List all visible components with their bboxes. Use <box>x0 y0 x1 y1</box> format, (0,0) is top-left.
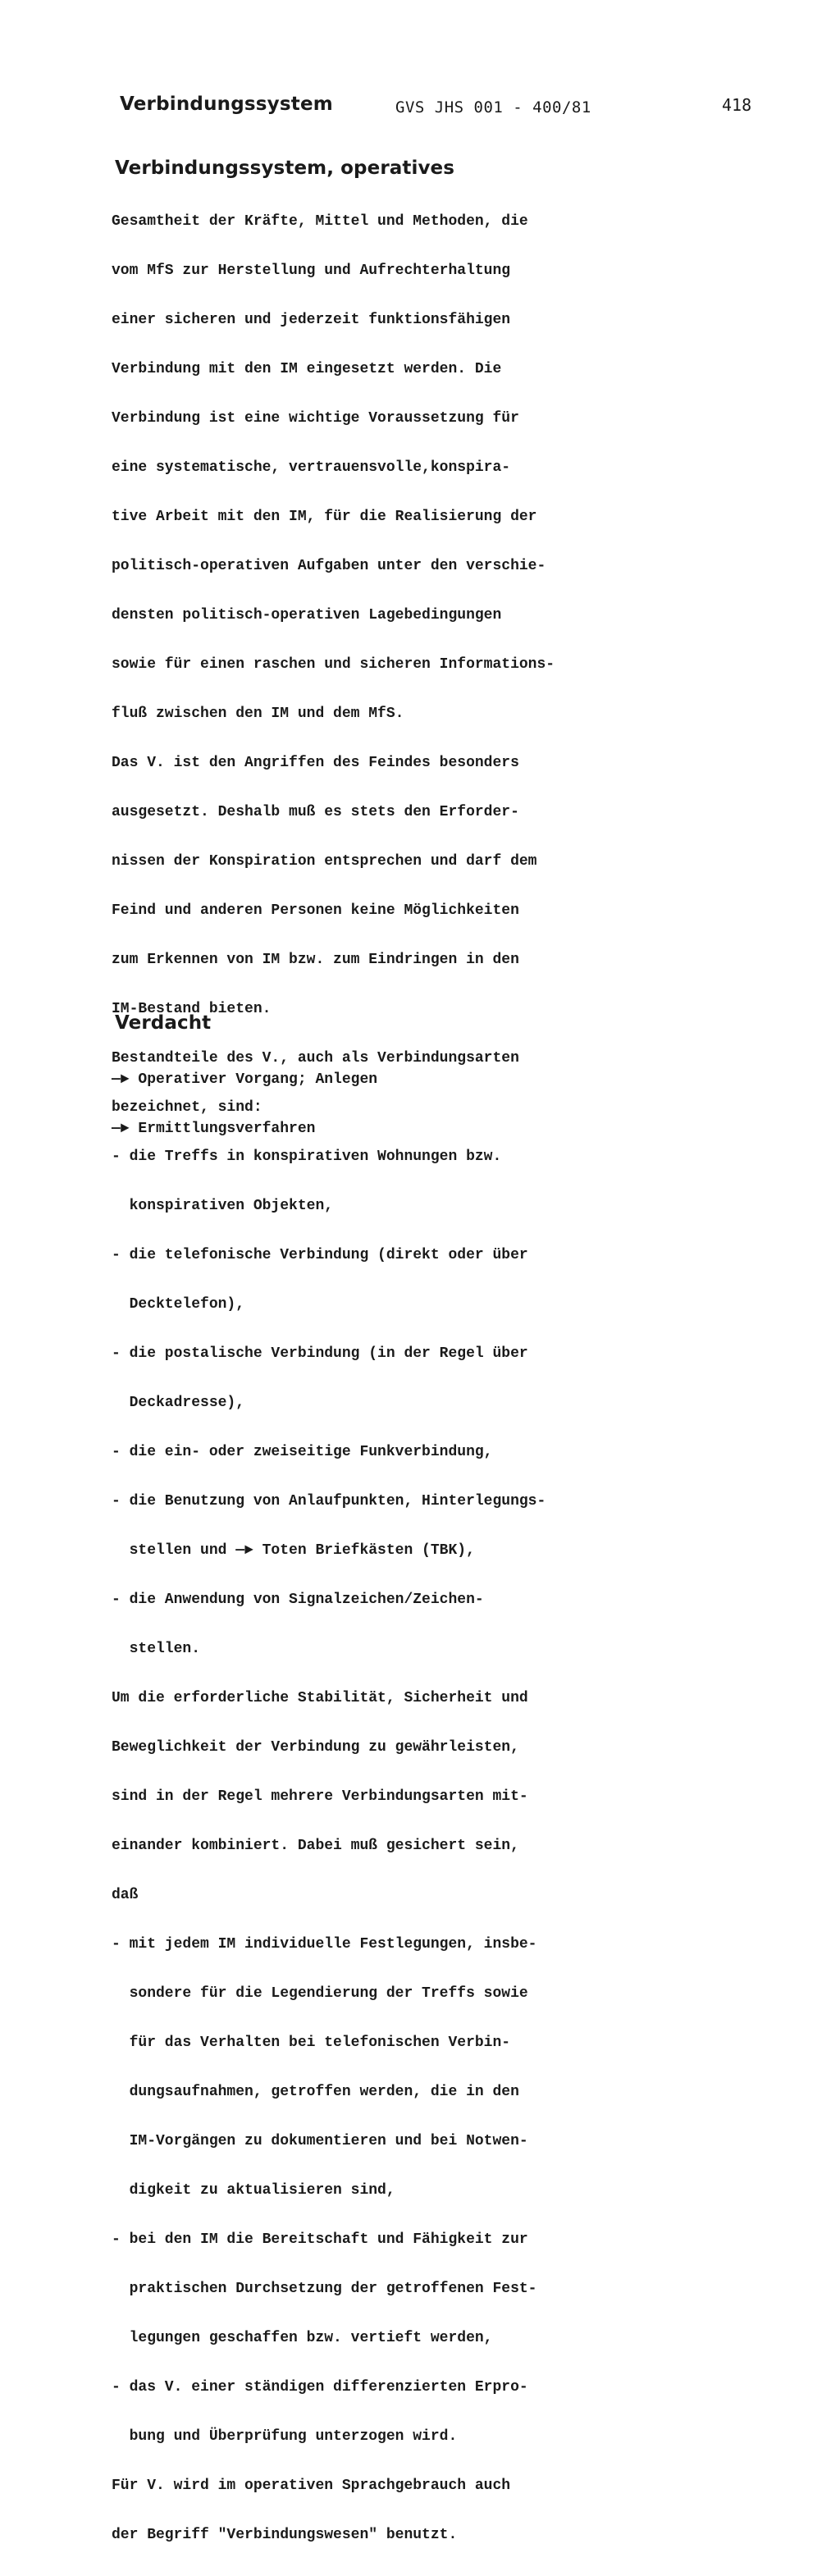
text-line: sind in der Regel mehrere Verbindungsarten mit- <box>112 1788 528 1805</box>
list-item-line: stellen und ―► Toten Briefkästen (TBK), <box>112 1542 475 1559</box>
text-line: Bestandteile des V., auch als Verbindungsarten <box>112 1050 519 1066</box>
text-line: der Begriff "Verbindungswesen" benutzt. <box>112 2527 458 2543</box>
text-line: Das V. ist den Angriffen des Feindes besonders <box>112 755 519 771</box>
list-item-line: - bei den IM die Bereitschaft und Fähigkeit zur <box>112 2231 528 2248</box>
list-item-line: - mit jedem IM individuelle Festlegungen, insbe- <box>112 1936 537 1953</box>
cross-reference: ―► Operativer Vorgang; Anlegen <box>112 1071 378 1088</box>
text-line: Verbindung mit den IM eingesetzt werden. Die <box>112 361 502 377</box>
text-line: einer sicheren und jederzeit funktionsfähigen <box>112 312 511 328</box>
entry-title: Verbindungssystem, operatives <box>115 158 455 179</box>
entry-body <box>112 180 555 2576</box>
list-item-line: - die ein- oder zweiseitige Funkverbindung, <box>112 1444 493 1460</box>
text-line: politisch-operativen Aufgaben unter den verschie- <box>112 558 546 574</box>
list-item-line: - die postalische Verbindung (in der Regel über <box>112 1345 528 1362</box>
text-line: ausgesetzt. Deshalb muß es stets den Erforder- <box>112 804 519 820</box>
list-item-line: Deckadresse), <box>112 1395 245 1411</box>
entry-verdacht <box>112 1011 377 1170</box>
list-item-line: praktischen Durchsetzung der getroffenen Fest- <box>112 2281 537 2297</box>
text-line: sowie für einen raschen und sicheren Informations- <box>112 656 555 673</box>
list-item-line: IM-Vorgängen zu dokumentieren und bei Notwen- <box>112 2133 528 2149</box>
entry-verbindungssystem-operatives <box>112 156 555 2576</box>
text-line: einander kombiniert. Dabei muß gesichert sein, <box>112 1838 519 1854</box>
page-number: 418 <box>722 95 752 115</box>
page-header <box>120 94 768 121</box>
list-item-line: Decktelefon), <box>112 1296 245 1313</box>
text-line: Verbindung ist eine wichtige Voraussetzung für <box>112 410 519 427</box>
text-line: bezeichnet, sind: <box>112 1099 262 1116</box>
text-line: Für V. wird im operativen Sprachgebrauch auch <box>112 2478 511 2494</box>
text-line: vom MfS zur Herstellung und Aufrechterhaltung <box>112 263 511 279</box>
list-item-line: legungen geschaffen bzw. vertieft werden, <box>112 2330 493 2346</box>
list-item-line: bung und Überprüfung unterzogen wird. <box>112 2428 458 2445</box>
text-line: fluß zwischen den IM und dem MfS. <box>112 706 404 722</box>
list-item-line: - die Treffs in konspirativen Wohnungen bzw. <box>112 1149 502 1165</box>
running-head-title: Verbindungssystem <box>120 94 333 115</box>
document-reference: GVS JHS 001 - 400/81 <box>395 98 591 116</box>
entry-title: Verdacht <box>115 1012 212 1034</box>
text-line: daß <box>112 1887 139 1903</box>
text-line: nissen der Konspiration entsprechen und darf dem <box>112 853 537 870</box>
list-item-line: stellen. <box>112 1641 201 1657</box>
list-item-line: sondere für die Legendierung der Treffs sowie <box>112 1985 528 2002</box>
text-line: eine systematische, vertrauensvolle,konspira- <box>112 459 511 476</box>
list-item-line: dungsaufnahmen, getroffen werden, die in den <box>112 2084 519 2100</box>
text-line: Gesamtheit der Kräfte, Mittel und Methoden, die <box>112 213 528 230</box>
text-line: densten politisch-operativen Lagebedingungen <box>112 607 502 623</box>
list-item-line: - die telefonische Verbindung (direkt oder über <box>112 1247 528 1263</box>
text-line: Feind und anderen Personen keine Möglichkeiten <box>112 902 519 919</box>
text-line: zum Erkennen von IM bzw. zum Eindringen in den <box>112 952 519 968</box>
list-item-line: digkeit zu aktualisieren sind, <box>112 2182 395 2199</box>
text-line: Um die erforderliche Stabilität, Sicherheit und <box>112 1690 528 1706</box>
list-item-line: - die Benutzung von Anlaufpunkten, Hinterlegungs- <box>112 1493 546 1510</box>
text-line: Beweglichkeit der Verbindung zu gewährleisten, <box>112 1739 519 1756</box>
text-line: tive Arbeit mit den IM, für die Realisierung der <box>112 509 537 525</box>
cross-reference-list <box>112 1039 377 1170</box>
text-line: IM-Bestand bieten. <box>112 1001 272 1017</box>
list-item-line: konspirativen Objekten, <box>112 1198 334 1214</box>
list-item-line: - die Anwendung von Signalzeichen/Zeichen- <box>112 1592 484 1608</box>
list-item-line: - das V. einer ständigen differenzierten Erpro- <box>112 2379 528 2396</box>
cross-reference: ―► Ermittlungsverfahren <box>112 1121 316 1137</box>
list-item-line: für das Verhalten bei telefonischen Verbin- <box>112 2035 511 2051</box>
